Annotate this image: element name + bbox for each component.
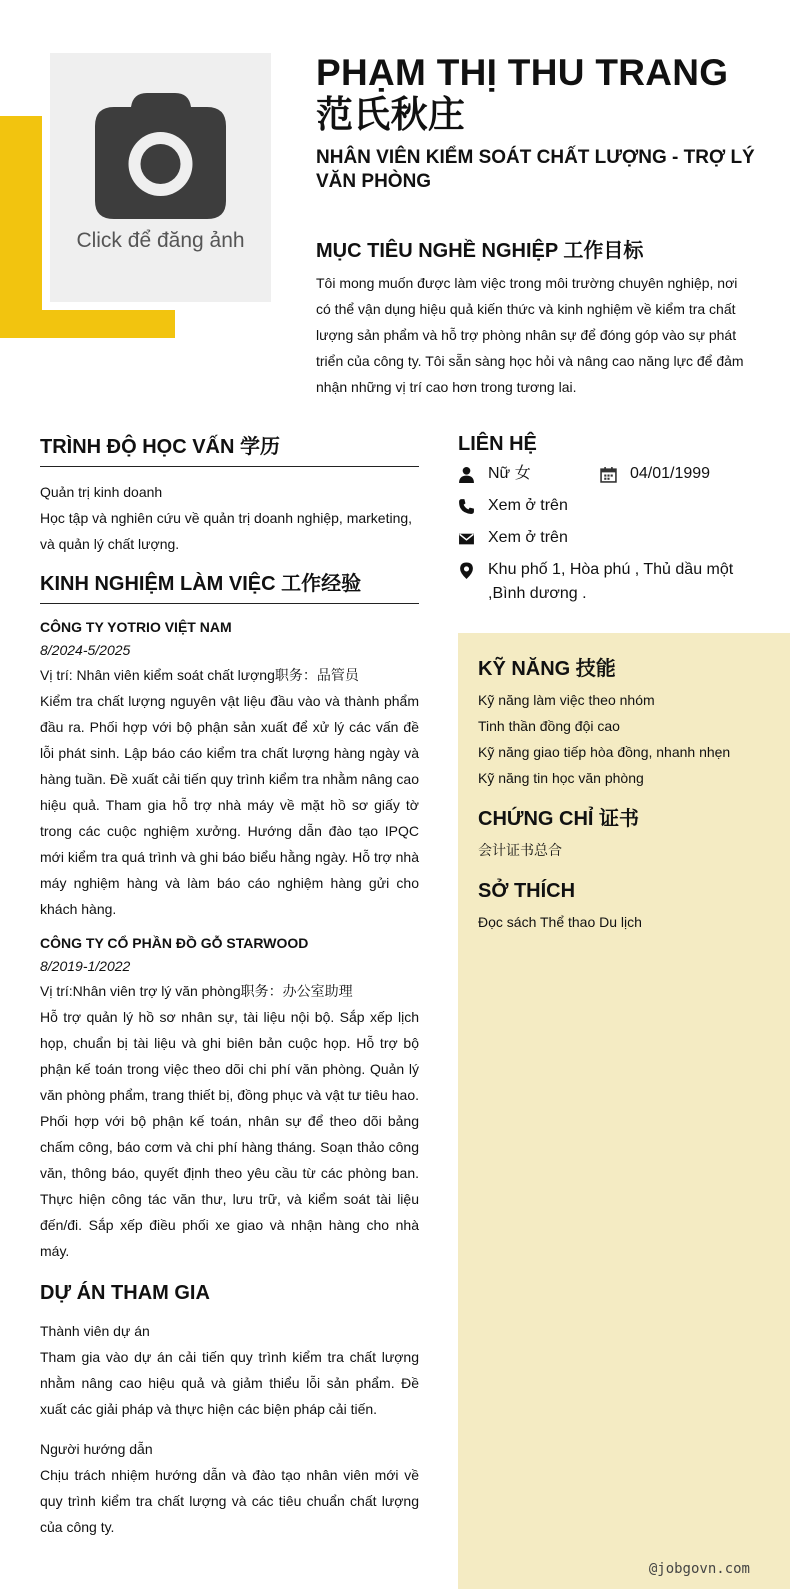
job-desc: Kiểm tra chất lượng nguyên vật liệu đầu vào và thành phẩm đầu ra. Phối hợp với bộ phận sản xuất để xử lý các vấn đề lỗi phát sinh. Lập báo cáo kiểm tra chất lượng hàng ngày và hàng tuần. Đề xuất cải tiến quy trình kiểm tra nhằm nâng cao hiệu quả. Tham gia hỗ trợ nhà máy về mặt hồ sơ giấy tờ trong các cuộc nghiệm xưởng. Hướng dẫn đào tạo IPQC mới kiểm tra quá trình và ghi báo biểu hằng ngày. Hỗ trợ nhà máy nghiệm hàng và làm báo cáo nghiệm hàng gửi cho khách hàng. — [40, 693, 420, 917]
phone-icon — [458, 498, 475, 515]
photo-upload-label: Click để đăng ảnh — [76, 229, 245, 252]
contact-email-text: Xem ở trên — [488, 529, 568, 546]
photo-upload[interactable] — [50, 53, 271, 302]
projects-title: DỰ ÁN THAM GIA — [40, 1282, 210, 1304]
education-major: Quản trị kinh doanh — [40, 484, 163, 500]
job-period: 8/2019-1/2022 — [40, 958, 131, 974]
accent-bar-horizontal — [0, 310, 175, 338]
contact-dob-text: 04/01/1999 — [630, 465, 711, 482]
job-entry — [40, 616, 419, 922]
certificates-title: CHỨNG CHỈ 证书 — [478, 808, 640, 830]
project-entry — [40, 1318, 419, 1422]
job-entry — [40, 932, 419, 1264]
job-title: NHÂN VIÊN KIỂM SOÁT CHẤT LƯỢNG - TRỢ LÝ VĂN PHÒNG — [316, 147, 755, 192]
location-pin-icon — [458, 562, 475, 579]
education-title: TRÌNH ĐỘ HỌC VẤN 学历 — [40, 432, 419, 467]
education-desc: Học tập và nghiên cứu về quản trị doanh nghiệp, marketing, và quản lý chất lượng. — [40, 510, 413, 552]
contact-address — [458, 558, 768, 606]
person-icon — [458, 466, 475, 483]
job-position: Vị trí: Nhân viên kiểm soát chất lượng职务：品管员 — [40, 667, 359, 683]
contact-address-text: Khu phố 1, Hòa phú , Thủ dầu một ,Bình dương . — [488, 561, 734, 602]
skills-title: KỸ NĂNG 技能 — [478, 658, 616, 680]
skill-item: Kỹ năng làm việc theo nhóm — [478, 692, 655, 708]
objective-title: MỤC TIÊU NGHỀ NGHIỆP 工作目标 — [316, 240, 644, 262]
contact-phone — [458, 494, 768, 518]
job-desc: Hỗ trợ quản lý hồ sơ nhân sự, tài liệu nội bộ. Sắp xếp lịch họp, chuẩn bị tài liệu và ghi biên bản cuộc họp. Hỗ trợ bộ phận kế toán trong việc theo dõi chi phí văn phòng. Quản lý văn phòng phẩm, trang thiết bị, đồng phục và vật tư tiêu hao. Phối hợp với bộ phận kế toán, nhân sự để theo dõi bảng chấm công, báo cơm và chi phí hàng tháng. Soạn thảo công văn, thông báo, quyết định theo yêu cầu từ các phòng ban. Thực hiện công tác văn thư, lưu trữ, và kiểm soát tài liệu đến/đi. Sắp xếp điều phối xe giao và nhận hàng cho nhà máy. — [40, 1009, 419, 1259]
candidate-name-latin: PHẠM THỊ THU TRANG — [316, 52, 729, 93]
skill-item: Kỹ năng giao tiếp hòa đồng, nhanh nhẹn — [478, 744, 731, 760]
contact-gender-dob-row — [458, 462, 768, 486]
certificates-text: 会计证书总合 — [478, 842, 562, 858]
objective-text: Tôi mong muốn được làm việc trong môi trường chuyên nghiệp, nơi có thể vận dụng hiệu quả kiến thức và kinh nghiệm về kiểm tra chất lượng sản phẩm và hỗ trợ phòng nhân sự để đóng góp vào sự phát triển của công ty. Tôi sẵn sàng học hỏi và nâng cao năng lực để đảm nhận những vị trí cao hơn trong tương lai. — [316, 275, 744, 395]
candidate-name — [316, 52, 756, 136]
hobbies-section — [478, 877, 770, 935]
contact-gender — [458, 462, 531, 486]
job-position: Vị trí:Nhân viên trợ lý văn phòng职务：办公室助理 — [40, 983, 353, 999]
contact-title: LIÊN HỆ — [458, 433, 537, 455]
hobbies-title: SỞ THÍCH — [478, 880, 576, 902]
contact-gender-text: Nữ 女 — [488, 465, 531, 482]
hobbies-text: Đọc sách Thể thao Du lịch — [478, 914, 642, 930]
skill-item: Kỹ năng tin học văn phòng — [478, 770, 644, 786]
accent-bar-vertical — [0, 116, 42, 338]
sidebar-panel — [458, 633, 790, 1589]
project-role: Người hướng dẫn — [40, 1441, 153, 1457]
main-column — [40, 432, 419, 1540]
certificates-section — [478, 805, 770, 863]
project-desc: Chịu trách nhiệm hướng dẫn và đào tạo nhân viên mới về quy trình kiểm tra chất lượng và các tiêu chuẩn chất lượng của công ty. — [40, 1467, 419, 1535]
project-entry — [40, 1436, 419, 1540]
contact-section — [458, 430, 768, 614]
job-period: 8/2024-5/2025 — [40, 642, 131, 658]
contact-phone-text: Xem ở trên — [488, 497, 568, 514]
contact-email — [458, 526, 768, 550]
watermark: @jobgovn.com — [648, 1561, 750, 1577]
project-role: Thành viên dự án — [40, 1323, 150, 1339]
camera-icon — [95, 89, 226, 219]
job-company: CÔNG TY CỔ PHẦN ĐỒ GỖ STARWOOD — [40, 935, 309, 951]
skills-section — [478, 655, 770, 791]
project-desc: Tham gia vào dự án cải tiến quy trình kiểm tra chất lượng nhằm nâng cao hiệu quả và giảm thiểu lỗi sản phẩm. Đề xuất các giải pháp và thực hiện các biện pháp cải tiến. — [40, 1349, 419, 1417]
envelope-icon — [458, 530, 475, 547]
skill-item: Tinh thần đồng đội cao — [478, 718, 620, 734]
candidate-name-chinese: 范氏秋庄 — [316, 94, 466, 135]
contact-dob — [600, 462, 710, 486]
experience-title: KINH NGHIỆM LÀM VIỆC 工作经验 — [40, 569, 419, 604]
job-company: CÔNG TY YOTRIO VIỆT NAM — [40, 619, 232, 635]
calendar-icon — [600, 466, 617, 483]
